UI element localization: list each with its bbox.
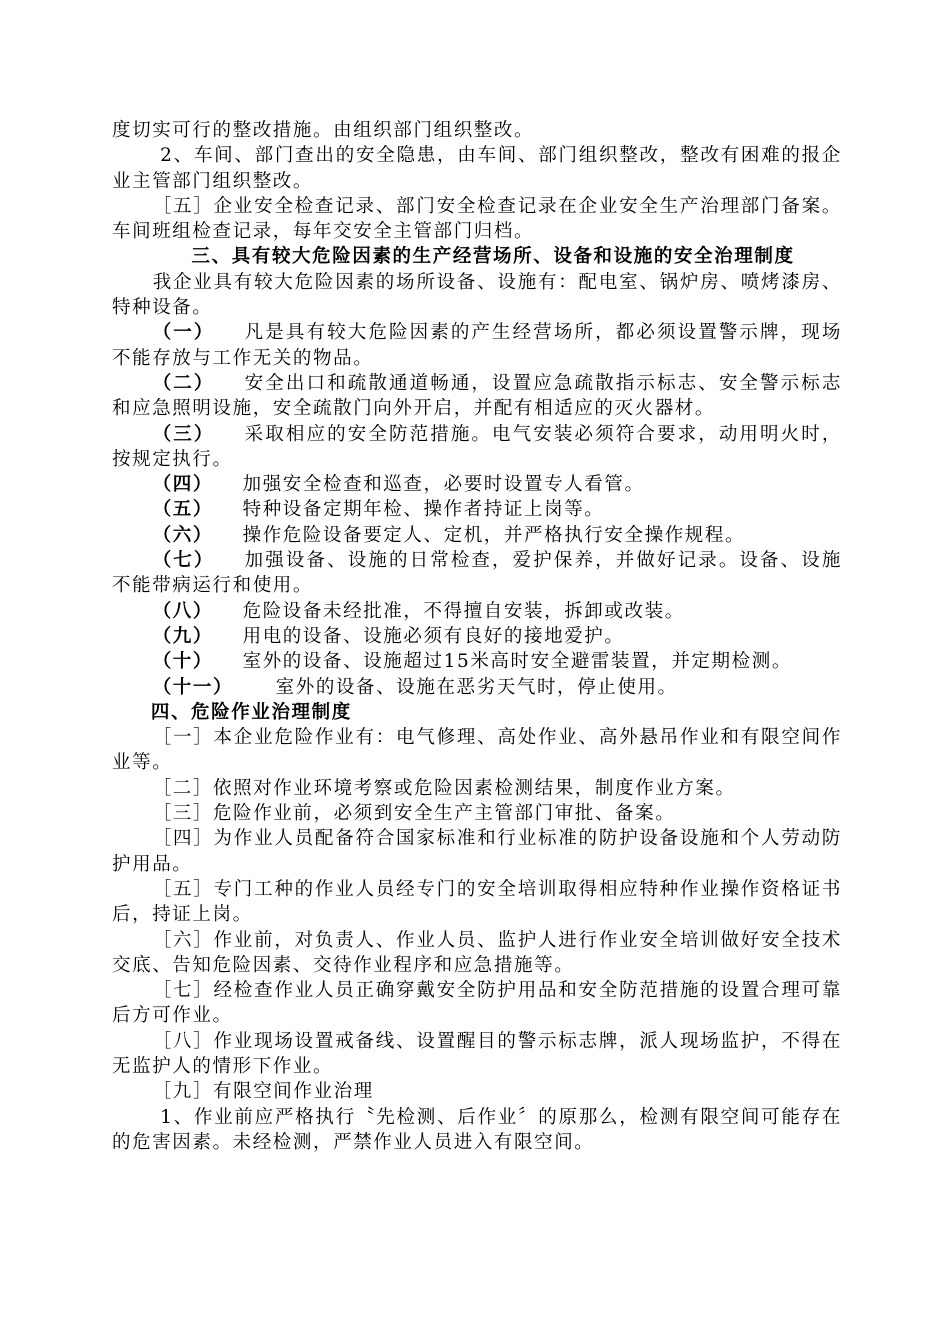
list-item [112, 675, 842, 700]
list-item [112, 472, 842, 497]
paragraph: ［二］依照对作业环境考察或危险因素检测结果，制度作业方案。 [152, 777, 736, 799]
section-heading: 三、具有较大危险因素的生产经营场所、设备和设施的安全治理制度 [191, 246, 795, 268]
paragraph: ［八］作业现场设置戒备线、设置醒目的警示标志牌，派人现场监护，不得在无监护人的情形下作业。 [112, 1030, 842, 1077]
paragraph: ［一］本企业危险作业有：电气修理、高处作业、高外悬吊作业和有限空间作业等。 [112, 727, 842, 774]
item-label: （三） [152, 423, 215, 445]
paragraph: 2、车间、部门查出的安全隐患，由车间、部门组织整改，整改有困难的报企业主管部门组织整改。 [112, 145, 842, 192]
paragraph: 1、作业前应严格执行〝先检测、后作业〞的原那么，检测有限空间可能存在的危害因素。未经检测，严禁作业人员进入有限空间。 [112, 1106, 842, 1153]
document-page [112, 118, 842, 1155]
item-text: 用电的设备、设施必须有良好的接地爱护。 [242, 625, 625, 647]
item-text: 室外的设备、设施超过15米高时安全避雷装置，并定期检测。 [242, 651, 792, 673]
paragraph: 度切实可行的整改措施。由组织部门组织整改。 [112, 120, 535, 141]
item-text: 危险设备未经批准，不得擅自安装，拆卸或改装。 [242, 600, 685, 622]
item-text: 加强安全检查和巡查，必要时设置专人看管。 [242, 474, 645, 496]
item-text: 加强设备、设施的日常检查，爱护保养，并做好记录。设备、设施不能带病运行和使用。 [112, 550, 842, 597]
paragraph: ［五］企业安全检查记录、部门安全检查记录在企业安全生产治理部门备案。车间班组检查记录，每年交安全主管部门归档。 [112, 195, 842, 243]
item-text: 特种设备定期年检、操作者持证上岗等。 [242, 499, 605, 521]
list-item [112, 649, 842, 674]
list-item [112, 548, 842, 599]
item-text: 安全出口和疏散通道畅通，设置应急疏散指示标志、安全警示标志和应急照明设施，安全疏散门向外开启，并配有相适应的灭火器材。 [112, 372, 842, 420]
list-item [112, 371, 842, 422]
item-label: （八） [152, 600, 213, 622]
item-label: （十） [152, 651, 213, 673]
paragraph: ［九］有限空间作业治理 [152, 1081, 374, 1103]
item-label: （十一） [152, 676, 234, 698]
section-heading: 四、危险作业治理制度 [150, 701, 352, 723]
paragraph: ［七］经检查作业人员正确穿戴安全防护用品和安全防范措施的设置合理可靠后方可作业。 [112, 980, 842, 1027]
item-label: （九） [152, 625, 213, 647]
item-label: （七） [152, 550, 215, 572]
list-item [112, 320, 842, 371]
list-item [112, 422, 842, 473]
list-item [112, 624, 842, 649]
item-label: （二） [152, 372, 215, 394]
list-item [112, 497, 842, 522]
list-item [112, 599, 842, 624]
item-text: 凡是具有较大危险因素的产生经营场所，都必须设置警示牌，现场不能存放与工作无关的物品。 [112, 322, 842, 369]
paragraph: ［五］专门工种的作业人员经专门的安全培训取得相应特种作业操作资格证书后，持证上岗。 [112, 878, 842, 926]
item-text: 采取相应的安全防范措施。电气安装必须符合要求，动用明火时，按规定执行。 [112, 423, 842, 470]
paragraph: ［三］危险作业前，必须到安全生产主管部门审批、备案。 [152, 803, 676, 825]
item-text: 室外的设备、设施在恶劣天气时，停止使用。 [275, 676, 678, 698]
paragraph: ［四］为作业人员配备符合国家标准和行业标准的防护设备设施和个人劳动防护用品。 [112, 828, 842, 875]
paragraph: ［六］作业前，对负责人、作业人员、监护人进行作业安全培训做好安全技术交底、告知危险因素、交待作业程序和应急措施等。 [112, 929, 842, 976]
item-label: （四） [152, 474, 213, 496]
item-text: 操作危险设备要定人、定机，并严格执行安全操作规程。 [242, 524, 746, 546]
paragraph: 我企业具有较大危险因素的场所设备、设施有：配电室、锅炉房、喷烤漆房、特种设备。 [112, 271, 842, 319]
item-label: （六） [152, 524, 213, 546]
list-item [112, 523, 842, 548]
item-label: （五） [152, 499, 213, 521]
item-label: （一） [152, 322, 215, 344]
